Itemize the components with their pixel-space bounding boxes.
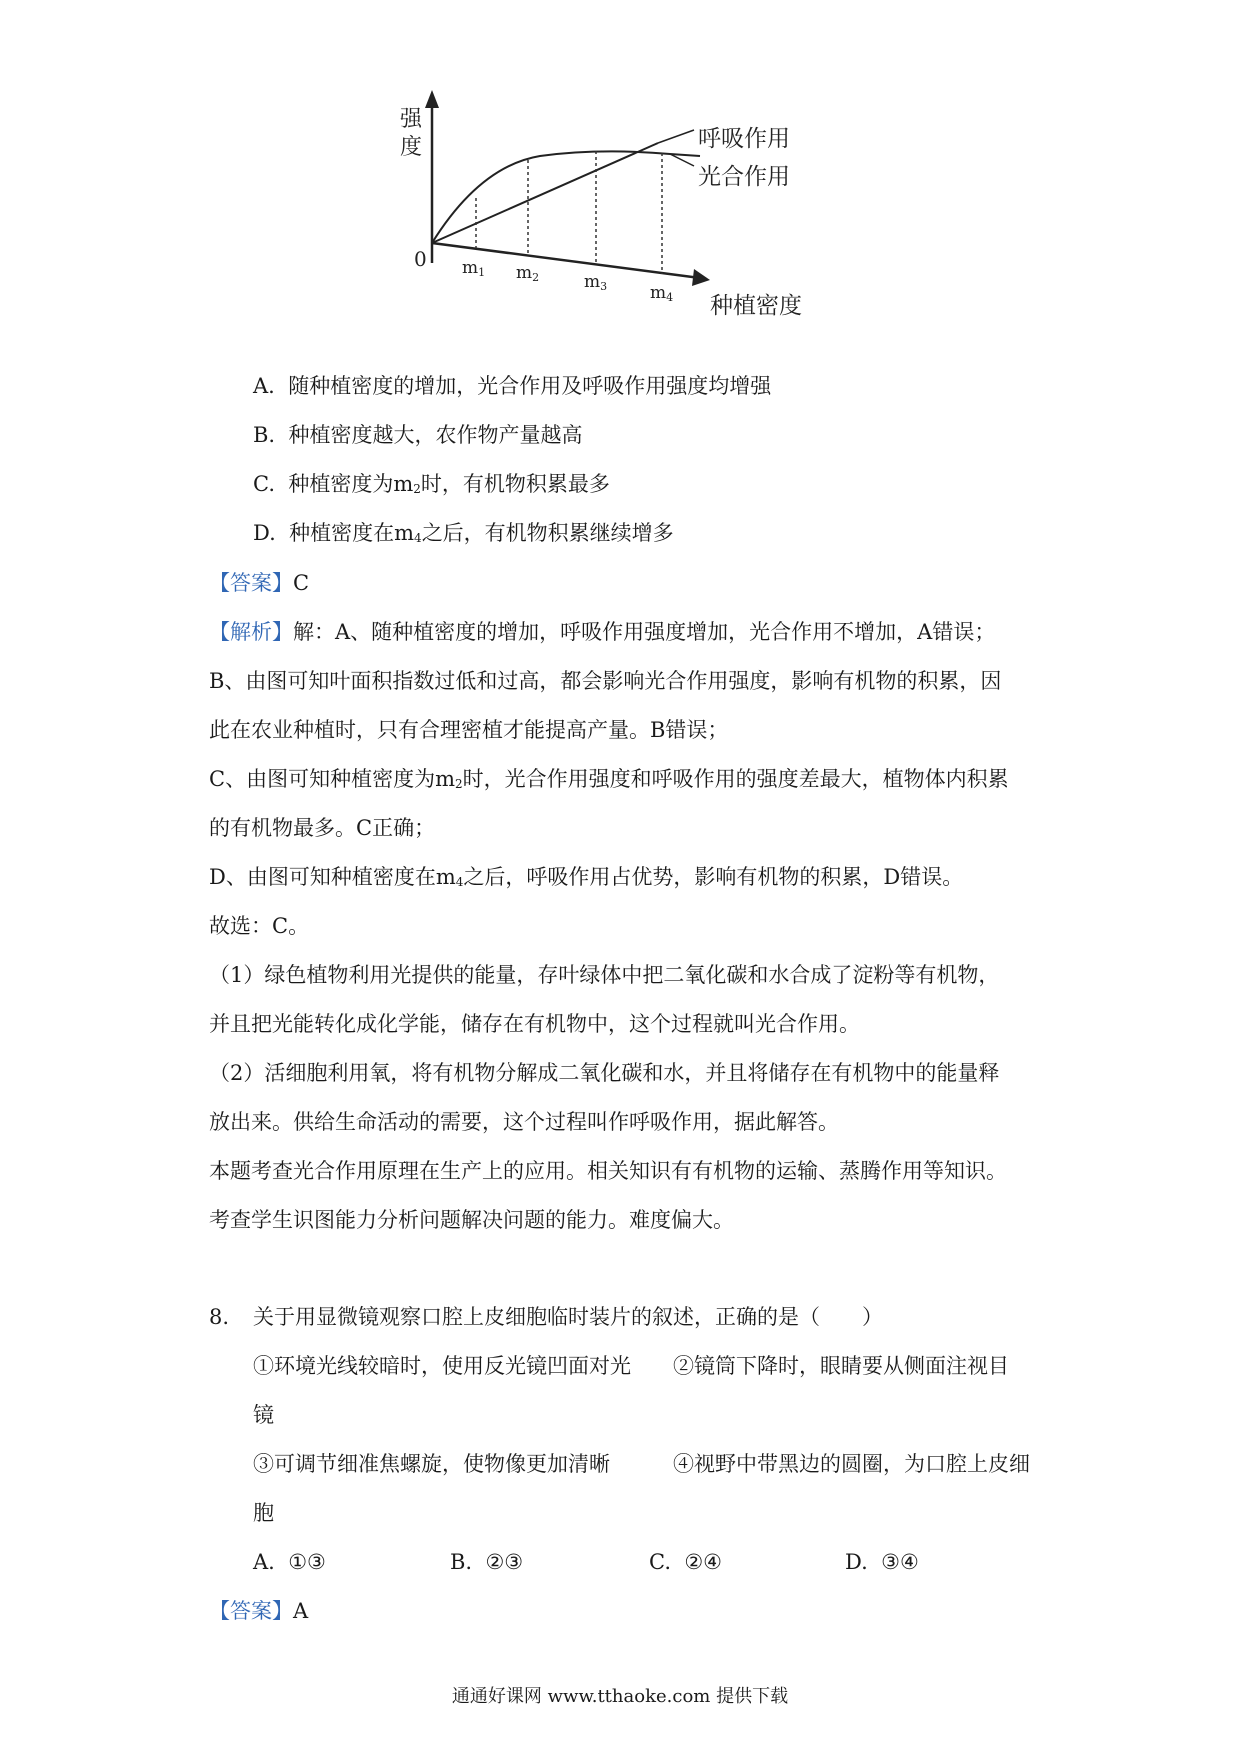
q8-option-a: A. ①③ (253, 1550, 326, 1574)
option-text: 随种植密度的增加，光合作用及呼吸作用强度均增强 (288, 374, 772, 398)
q7-answer (209, 568, 309, 598)
analysis-line-3: 此在农业种植时，只有合理密植才能提高产量。B错误； (209, 718, 729, 742)
q8-stem: 关于用显微镜观察口腔上皮细胞临时装片的叙述，正确的是（ ） (253, 1305, 883, 1329)
analysis-tag: 【解析】 (209, 620, 293, 644)
analysis-line-6: D、由图可知种植密度在$m_4$之后，呼吸作用占优势，影响有机物的积累，D错误。 (209, 865, 964, 889)
intensity-density-figure (400, 88, 860, 358)
q7-option-d: D. 种植密度在$m_4$之后，有机物积累继续增多 (253, 521, 674, 545)
x-tick-m2: m2 (516, 263, 540, 284)
q8-statement-2: ③可调节细准焦螺旋，使物像更加清晰 ④视野中带黑边的圆圈，为口腔上皮细 (253, 1452, 1030, 1476)
y-axis-label-1: 强 (400, 107, 423, 132)
q8-option-c: C. ②④ (649, 1550, 723, 1574)
x-tick-m4: m4 (650, 283, 674, 304)
q7-option-c: C. 种植密度为$m_2$时，有机物积累最多 (253, 472, 610, 496)
analysis-line-7: 故选：C。 (209, 914, 310, 938)
label-photosynthesis: 光合作用 (698, 164, 790, 190)
analysis-line-8: （1）绿色植物利用光提供的能量，存叶绿体中把二氧化碳和水合成了淀粉等有机物， (209, 963, 1000, 987)
analysis-line-12: 本题考查光合作用原理在生产上的应用。相关知识有有机物的运输、蒸腾作用等知识。 (209, 1159, 1007, 1183)
analysis-line-13: 考查学生识图能力分析问题解决问题的能力。难度偏大。 (209, 1208, 734, 1232)
q8-option-d: D. ③④ (845, 1550, 919, 1574)
x-tick-m3: m3 (584, 272, 608, 293)
analysis-line-11: 放出来。供给生命活动的需要，这个过程叫作呼吸作用，据此解答。 (209, 1110, 839, 1134)
leader-respiration (658, 130, 694, 143)
analysis-line-10: （2）活细胞利用氧，将有机物分解成二氧化碳和水，并且将储存在有机物中的能量释 (209, 1061, 1000, 1085)
answer-tag: 【答案】 (209, 1599, 293, 1623)
respiration-line (432, 143, 658, 243)
q8-number: 8. (209, 1305, 230, 1329)
analysis-line-4: C、由图可知种植密度为$m_2$时，光合作用强度和呼吸作用的强度差最大，植物体内积累 (209, 767, 1009, 791)
q8-answer (209, 1596, 308, 1626)
analysis-line-5: 的有机物最多。C正确； (209, 816, 436, 840)
figure-svg (400, 88, 860, 358)
y-axis-arrow (425, 90, 439, 108)
q7-option-b (253, 420, 582, 450)
option-letter: D. (253, 521, 276, 545)
analysis-line-9: 并且把光能转化成化学能，储存在有机物中，这个过程就叫光合作用。 (209, 1012, 860, 1036)
option-letter: C. (253, 472, 275, 496)
option-letter: B. (253, 423, 276, 447)
q7-option-a (253, 371, 771, 401)
option-text: 种植密度越大，农作物产量越高 (288, 423, 583, 447)
q8-statement-1-cont: 镜 (253, 1403, 274, 1427)
q8-statement-1: ①环境光线较暗时，使用反光镜凹面对光 ②镜筒下降时，眼睛要从侧面注视目 (253, 1354, 1009, 1378)
x-tick-m1: m1 (462, 258, 486, 279)
answer-value: A (293, 1599, 309, 1623)
label-respiration: 呼吸作用 (698, 126, 790, 152)
q8-statement-2-cont: 胞 (253, 1501, 274, 1525)
analysis-line-1: 【解析】解：A、随种植密度的增加，呼吸作用强度增加，光合作用不增加，A错误； (209, 620, 996, 644)
option-letter: A. (253, 374, 275, 398)
answer-tag: 【答案】 (209, 571, 293, 595)
origin-label: 0 (414, 247, 427, 271)
y-axis-label-2: 度 (400, 135, 423, 160)
photosynthesis-curve (432, 151, 700, 243)
q8-option-b: B. ②③ (450, 1550, 524, 1574)
analysis-line-2: B、由图可知叶面积指数过低和过高，都会影响光合作用强度，影响有机物的积累，因 (209, 669, 1002, 693)
footer-credit: 通通好课网 www.tthaoke.com 提供下载 (451, 1686, 789, 1707)
answer-value: C (293, 571, 310, 595)
x-axis-label: 种植密度 (710, 293, 802, 319)
x-axis-arrow (692, 269, 710, 286)
